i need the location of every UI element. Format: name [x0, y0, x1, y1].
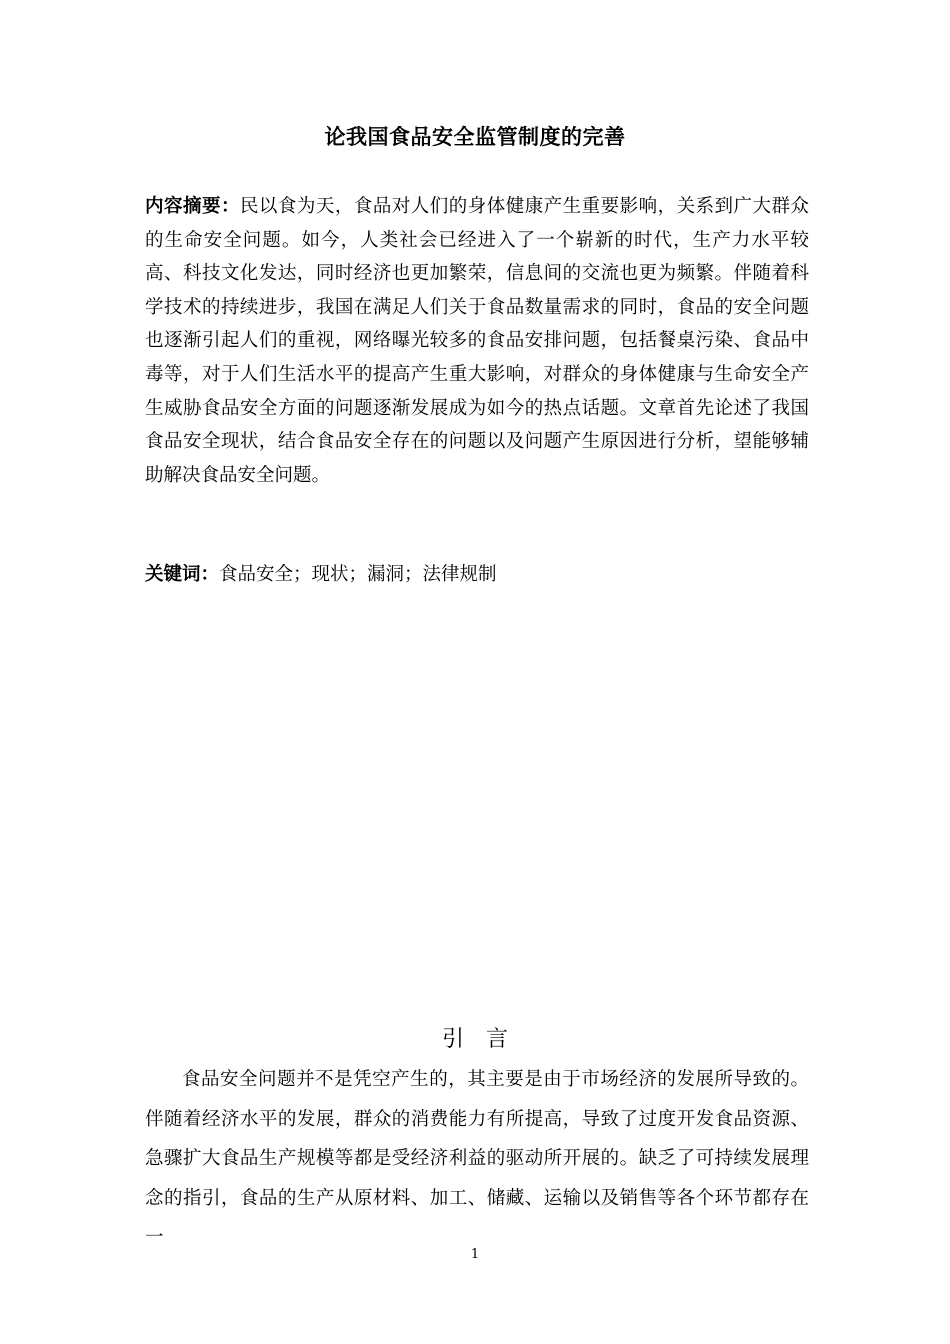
- abstract-text: 民以食为天，食品对人们的身体健康产生重要影响，关系到广大群众的生命安全问题。如今，人类社会已经进入了一个崭新的时代，生产力水平较高、科技文化发达，同时经济也更加繁荣，信息间的交流也更为频繁。伴随着科学技术的持续进步，我国在满足人们关于食品数量需求的同时，食品的安全问题也逐渐引起人们的重视，网络曝光较多的食品安排问题，包括餐桌污染、食品中毒等，对于人们生活水平的提高产生重大影响，对群众的身体健康与生命安全产生威胁食品安全方面的问题逐渐发展成为如今的热点话题。文章首先论述了我国食品安全现状，结合食品安全存在的问题以及问题产生原因进行分析，望能够辅助解决食品安全问题。: [145, 196, 809, 486]
- section-heading-introduction: 引 言: [441, 1027, 508, 1052]
- keywords-label: 关键词：: [145, 564, 220, 585]
- keywords-text: 食品安全；现状；漏洞；法律规制: [219, 564, 497, 585]
- introduction-paragraph: 食品安全问题并不是凭空产生的，其主要是由于市场经济的发展所导致的。伴随着经济水平的发展，群众的消费能力有所提高，导致了过度开发食品资源、急骤扩大食品生产规模等都是受经济利益的驱动所开展的。缺乏了可持续发展理念的指引，食品的生产从原材料、加工、储藏、运输以及销售等各个环节都存在一: [145, 1069, 809, 1248]
- abstract-label: 内容摘要：: [145, 196, 240, 217]
- keywords-paragraph: [145, 558, 809, 592]
- document-title: 论我国食品安全监管制度的完善: [324, 125, 626, 149]
- abstract-paragraph: [145, 190, 809, 492]
- page-number: 1: [470, 1247, 480, 1262]
